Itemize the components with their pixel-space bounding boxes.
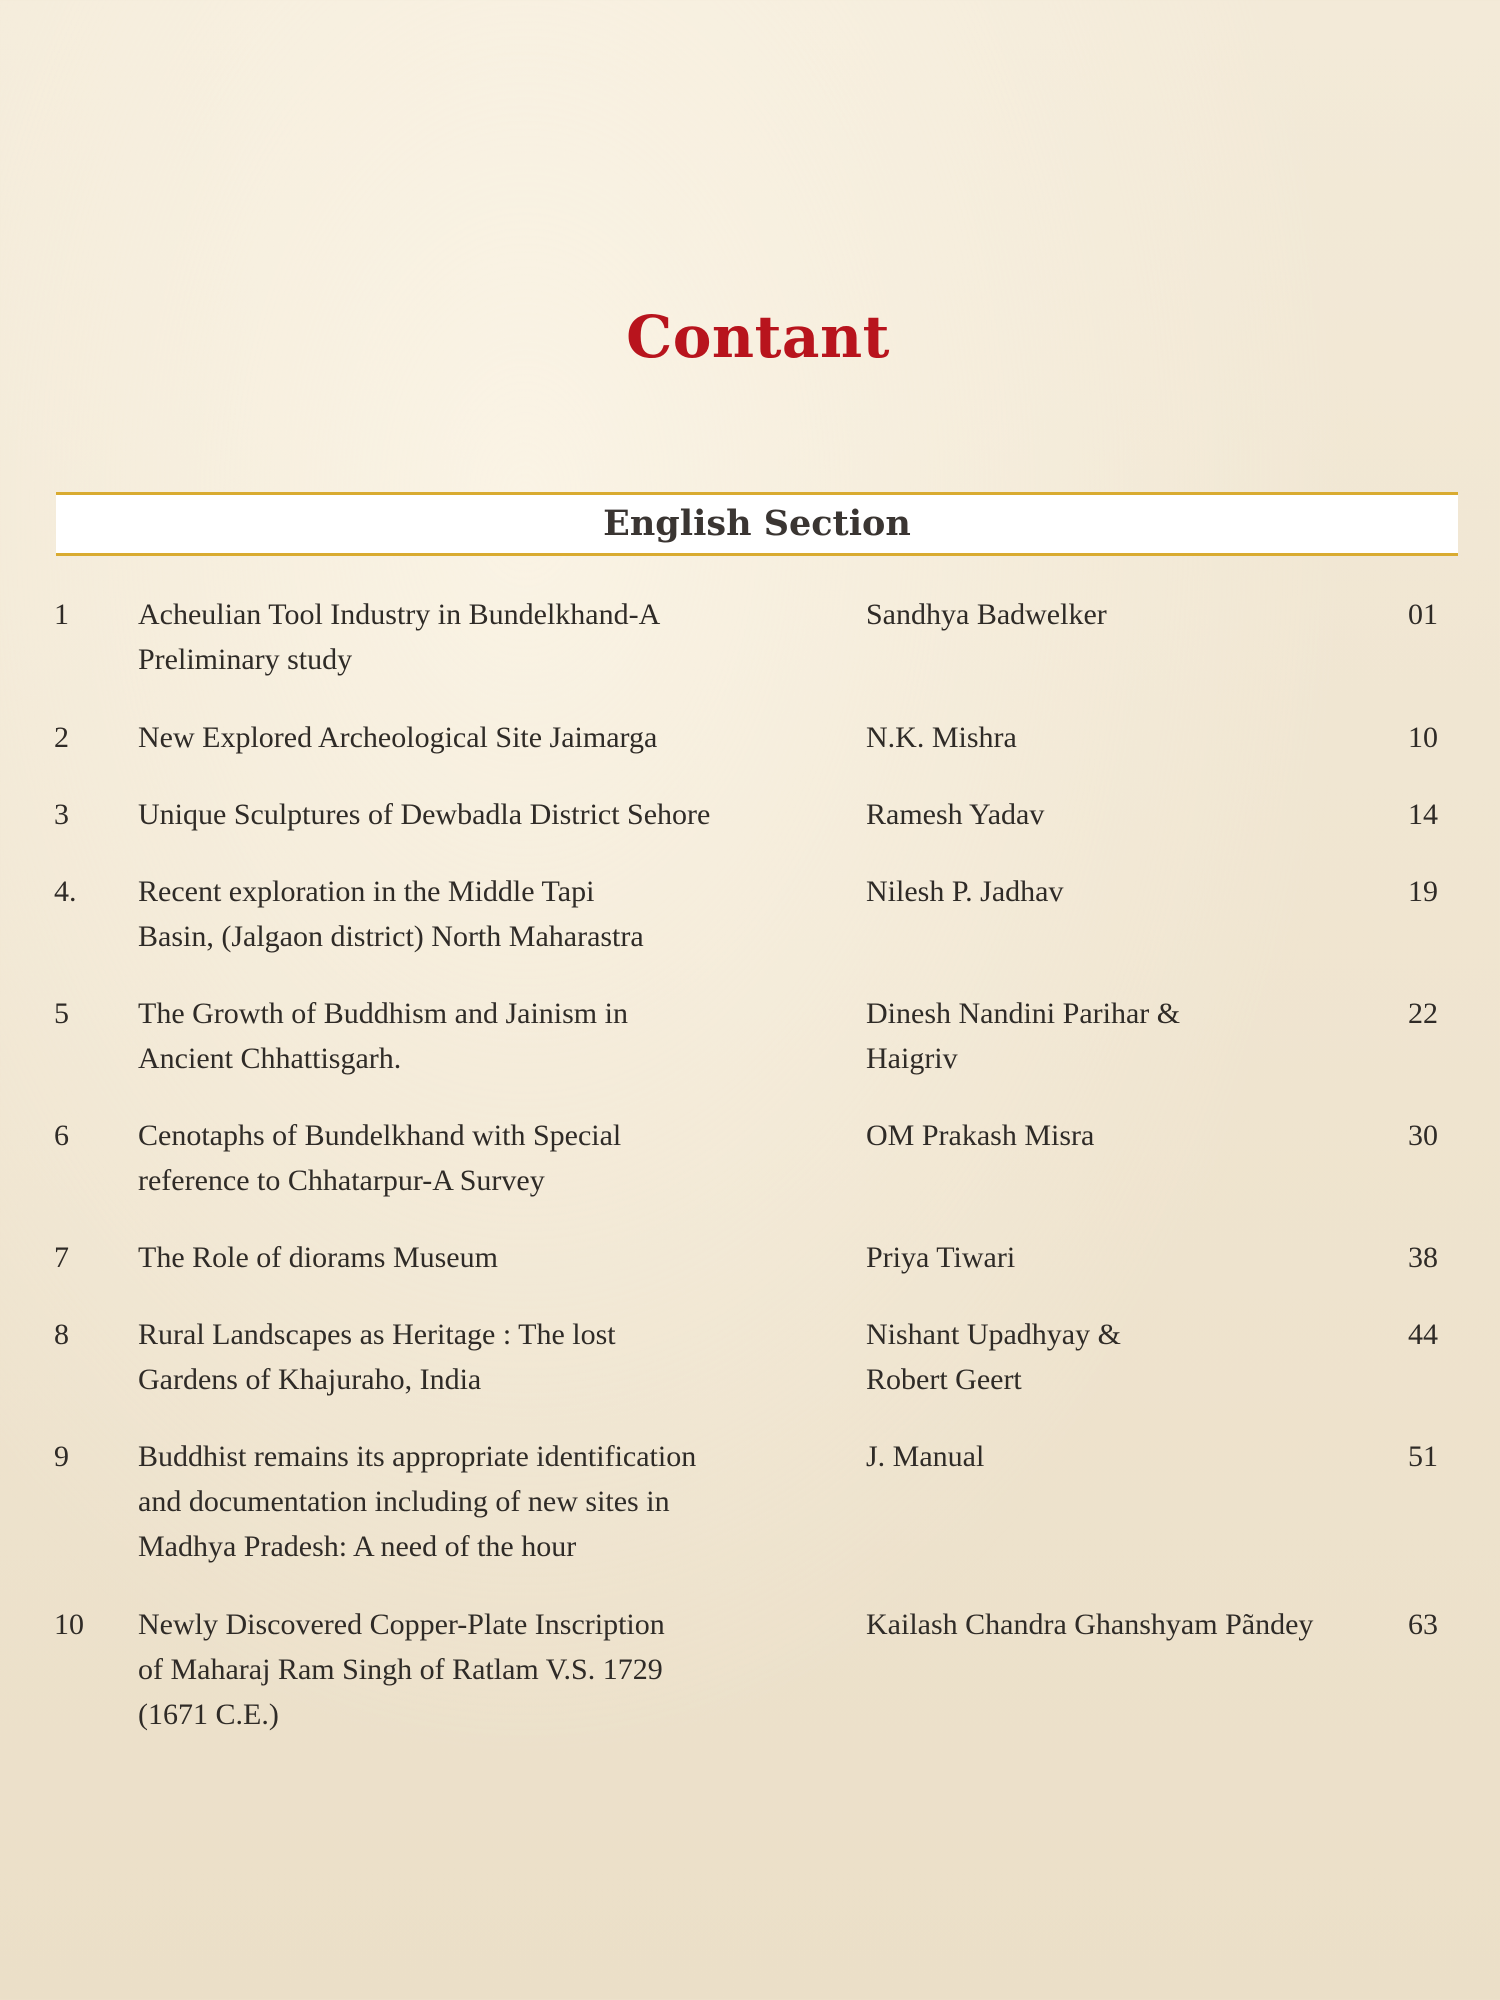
entry-number: 9 <box>54 1440 69 1473</box>
entry-author: Kailash Chandra Ghanshyam Pãndey <box>866 1608 1314 1641</box>
entry-title: The Growth of Buddhism and Jainism in Ancient Chhattisgarh. <box>138 997 628 1075</box>
entry-page-number: 22 <box>1408 997 1438 1030</box>
entry-number: 4. <box>54 875 77 908</box>
entry-page-number: 51 <box>1408 1440 1438 1473</box>
entry-author: N.K. Mishra <box>866 721 1017 754</box>
entry-author: OM Prakash Misra <box>866 1119 1095 1152</box>
entry-title: Cenotaphs of Bundelkhand with Special reference to Chhatarpur-A Survey <box>138 1119 622 1197</box>
entry-title: Rural Landscapes as Heritage : The lost Gardens of Khajuraho, India <box>138 1318 616 1396</box>
entry-page-number: 30 <box>1408 1119 1438 1152</box>
entry-title: New Explored Archeological Site Jaimarga <box>138 721 658 754</box>
entry-page-number: 10 <box>1408 721 1438 754</box>
entry-number: 5 <box>54 997 69 1030</box>
entry-author: Nishant Upadhyay & Robert Geert <box>866 1318 1121 1396</box>
entry-page-number: 19 <box>1408 875 1438 908</box>
entry-title: Unique Sculptures of Dewbadla District Sehore <box>138 798 711 831</box>
entry-title: Newly Discovered Copper-Plate Inscription of Maharaj Ram Singh of Ratlam V.S. 1729 (1671 C.E.) <box>138 1608 665 1731</box>
entry-author: Ramesh Yadav <box>866 798 1045 831</box>
entry-page-number: 38 <box>1408 1241 1438 1274</box>
entry-number: 2 <box>54 721 69 754</box>
entry-page-number: 44 <box>1408 1318 1438 1351</box>
entry-author: Dinesh Nandini Parihar & Haigriv <box>866 997 1181 1075</box>
section-title: English Section <box>603 503 911 544</box>
entry-page-number: 63 <box>1408 1608 1438 1641</box>
entry-number: 8 <box>54 1318 69 1351</box>
entry-number: 7 <box>54 1241 69 1274</box>
entry-number: 6 <box>54 1119 69 1152</box>
entry-title: Acheulian Tool Industry in Bundelkhand-A Preliminary study <box>138 598 661 676</box>
entry-number: 10 <box>54 1608 84 1641</box>
entry-author: Nilesh P. Jadhav <box>866 875 1064 908</box>
entry-title: The Role of diorams Museum <box>138 1241 498 1274</box>
entry-page-number: 01 <box>1408 598 1438 631</box>
entry-title: Recent exploration in the Middle Tapi Basin, (Jalgaon district) North Maharastra <box>138 875 644 953</box>
entry-number: 3 <box>54 798 69 831</box>
entry-author: Sandhya Badwelker <box>866 598 1107 631</box>
entry-number: 1 <box>54 598 69 631</box>
section-header <box>56 492 1458 556</box>
entry-page-number: 14 <box>1408 798 1438 831</box>
entry-author: J. Manual <box>866 1440 985 1473</box>
page-title: Contant <box>626 303 890 371</box>
entry-title: Buddhist remains its appropriate identification and documentation including of new sites in Madhya Pradesh: A need of the hour <box>138 1440 697 1563</box>
entry-author: Priya Tiwari <box>866 1241 1016 1274</box>
